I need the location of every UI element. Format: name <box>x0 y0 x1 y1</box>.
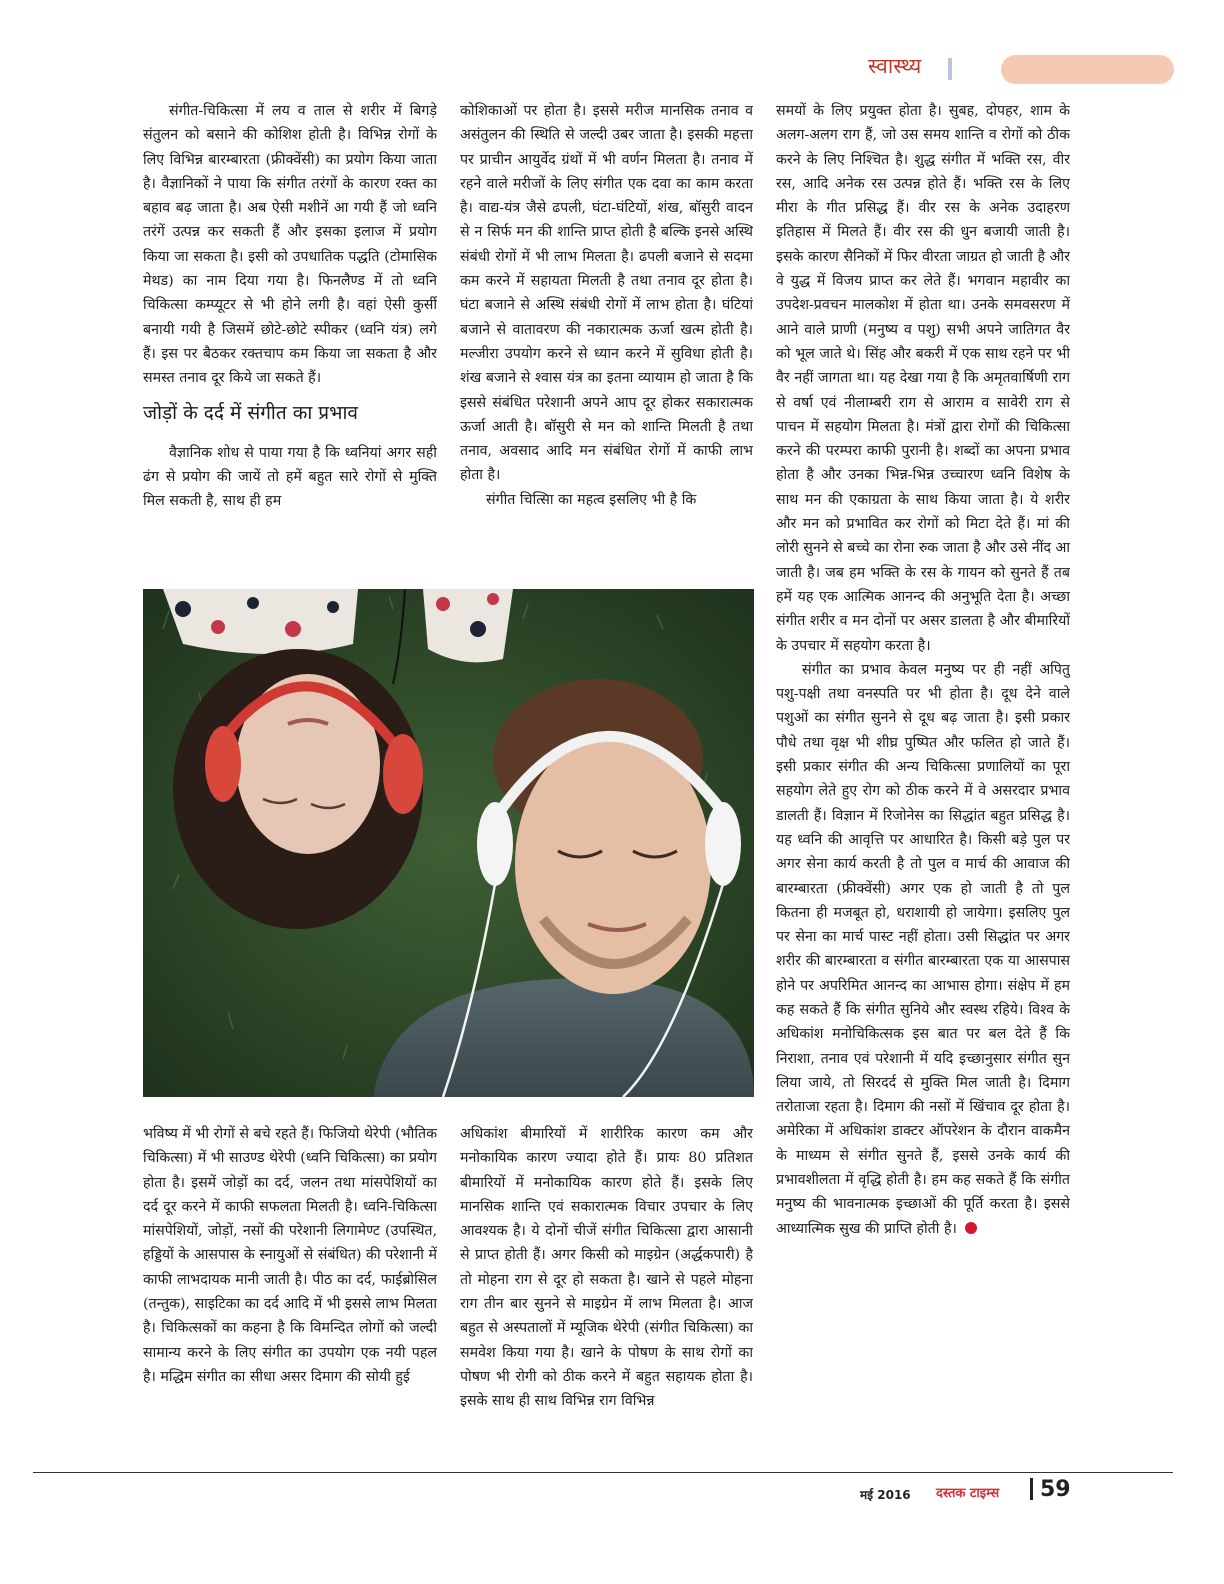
article-column-1 <box>143 99 437 581</box>
article-column-3 <box>776 99 1070 1459</box>
footer-divider <box>33 1472 1173 1473</box>
end-mark-icon <box>965 1222 977 1234</box>
paragraph: वैज्ञानिक शोध से पाया गया है कि ध्वनियां अगर सही ढंग से प्रयोग की जायें तो हमें बहुत सारे रोगों से मुक्ति मिल सकती है, साथ ही हम <box>143 444 437 510</box>
article-column-5 <box>460 1122 753 1462</box>
section-title: स्वास्थ्य <box>868 54 922 78</box>
article-column-4 <box>143 1122 437 1462</box>
dress-shape <box>163 589 358 654</box>
paragraph <box>776 658 1070 1241</box>
paragraph: समयों के लिए प्रयुक्त होता है। सुबह, दोपहर, शाम के अलग-अलग राग हैं, जो उस समय शान्ति व रोगों को ठीक करने के लिए निश्चित है। शुद्ध संगीत में भक्ति रस, वीर रस, आदि अनेक रस उत्पन्न होते हैं। भक्ति रस के लिए मीरा के गीत प्रसिद्ध हैं। वीर रस के अनेक उदाहरण इतिहास में मिलते हैं। वीर रस की धुन बजायी जाती है। इसके कारण सैनिकों में फिर वीरता जाग्रत हो जाती है और वे युद्ध में विजय प्राप्त कर लेते हैं। भगवान महावीर का उपदेश-प्रवचन मालकोश में होता था। उनके समवसरण में आने वाले प्राणी (मनुष्य व पशु) सभी अपने जातिगत वैर को भूल जाते थे। सिंह और बकरी में एक साथ रहने पर भी वैर नहीं जागता था। यह देखा गया है कि अमृतवार्षिणी राग से वर्षा एवं नीलाम्बरी राग से आराम व सावेरी राग से पाचन में सहयोग मिलता है। मंत्रों द्वारा रोगों की चिकित्सा करने की परम्परा काफी पुरानी है। शब्दों का अपना प्रभाव होता है और उनका भिन्न-भिन्न उच्चारण ध्वनि विशेष के साथ मन की एकाग्रता के साथ किया जाता है। ये शरीर और मन को प्रभावित कर रोगों को मिटा देते हैं। मां की लोरी सुनने से बच्चे का रोना रुक जाता है और उसे नींद आ जाती है। जब हम भक्ति के रस के गायन को सुनते हैं तब हमें यह एक आत्मिक आनन्द की अनुभूति देता है। अच्छा संगीत शरीर व मन दोनों पर असर डालता है और बीमारियों के उपचार में सहयोग करता है। <box>776 103 1070 654</box>
article-column-2 <box>460 99 753 581</box>
article-photo <box>143 589 754 1097</box>
section-divider <box>948 58 952 80</box>
page-number-separator <box>1030 1478 1033 1500</box>
paragraph: भविष्य में भी रोगों से बचे रहते हैं। फिजियो थेरेपी (भौतिक चिकित्सा) में भी साउण्ड थेरेपी (ध्वनि चिकित्सा) का प्रयोग होता है। इसमें जोड़ों का दर्द, जलन तथा मांसपेशियों का दर्द दूर करने में काफी सफलता मिलती है। ध्वनि-चिकित्सा मांसपेशियों, जोड़ों, नसों की परेशानी लिगामेण्ट (उपस्थित, हड्डियों के आसपास के स्नायुओं से संबंधित) की परेशानी में काफी लाभदायक मानी जाती है। पीठ का दर्द, फाईब्रोसिल (तन्तुक), साइटिका का दर्द आदि में भी इससे लाभ मिलता है। चिकित्सकों का कहना है कि विमन्दित लोगों को जल्दी सामान्य करने के लिए संगीत का उपयोग एक नयी पहल है। मद्धिम संगीत का सीधा असर दिमाग की सोयी हुई <box>143 1126 437 1385</box>
magazine-brand: दस्तक टाइम्स <box>936 1486 1000 1501</box>
paragraph-text: संगीत का प्रभाव केवल मनुष्य पर ही नहीं अपितु पशु-पक्षी तथा वनस्पति पर भी होता है। दूध देने वाले पशुओं का संगीत सुनने से दूध बढ़ जाता है। इसी प्रकार पौधे तथा वृक्ष भी शीघ्र पुष्पित और फलित हो जाते हैं। इसी प्रकार संगीत की अन्य चिकित्सा प्रणालियों का पूरा सहयोग लेते हुए रोग को ठीक करने में वे असरदार प्रभाव डालती हैं। विज्ञान में रिजोनेस का सिद्धांत बहुत प्रसिद्ध है। यह ध्वनि की आवृत्ति पर आधारित है। किसी बड़े पुल पर अगर सेना कार्य करती है तो पुल व मार्च की आवाज की बारम्बारता (फ्रीक्वेंसी) अगर एक हो जाती है तो पुल कितना ही मजबूत हो, धराशायी हो जायेगा। इसलिए पुल पर सेना का मार्च पास्ट नहीं होता। उसी सिद्धांत पर अगर शरीर की बारम्बारता व संगीत बारम्बारता एक या आसपास होने पर अपरिमित आनन्द का आभास होगा। संक्षेप में हम कह सकते हैं कि संगीत सुनिये और स्वस्थ रहिये। विश्व के अधिकांश मनोचिकित्सक इस बात पर बल देते हैं कि निराशा, तनाव एवं परेशानी में यदि इच्छानुसार संगीत सुन लिया जाये, तो सिरदर्द से मुक्ति मिल जाती है। दिमाग तरोताजा रहता है। दिमाग की नसों में खिंचाव दूर होता है। अमेरिका में अधिकांश डाक्टर ऑपरेशन के दौरान वाकमैन के माध्यम से संगीत सुनते हैं, इससे उनके कार्य की प्रभावशीलता में वृद्धि होती है। हम कह सकते हैं कि संगीत मनुष्य की भावनात्मक इच्छाओं की पूर्ति करता है। इससे आध्यात्मिक सुख की प्राप्ति होती है। <box>776 661 1070 1237</box>
page-number: 59 <box>1040 1477 1071 1502</box>
music-listeners-illustration <box>143 589 754 1097</box>
issue-date: मई 2016 <box>860 1488 911 1502</box>
paragraph: संगीत-चिकित्सा में लय व ताल से शरीर में बिगड़े संतुलन को बसाने की कोशिश होती है। विभिन्न रोगों के लिए विभिन्न बारम्बारता (फ्रीक्वेंसी) का प्रयोग किया जाता है। वैज्ञानिकों ने पाया कि संगीत तरंगों के कारण रक्त का बहाव बढ़ जाता है। अब ऐसी मशीनें आ गयी हैं जो ध्वनि तरंगें उत्पन्न कर सकती हैं और इसका इलाज में प्रयोग किया जा सकता है। इसी को उपधातिक पद्धति (टोमासिक मेथड) का नाम दिया गया है। फिनलैण्ड में तो ध्वनि चिकित्सा कम्प्यूटर से भी होने लगी है। वहां ऐसी कुर्सी बनायी गयी है जिसमें छोटे-छोटे स्पीकर (ध्वनि यंत्र) लगे हैं। इस पर बैठकर रक्तचाप कम किया जा सकता है और समस्त तनाव दूर किये जा सकते हैं। <box>143 103 437 387</box>
paragraph: अधिकांश बीमारियों में शारीरिक कारण कम और मनोकायिक कारण ज्यादा होते हैं। प्रायः 80 प्रतिशत बीमारियों में मनोकायिक कारण होते हैं। इसके लिए मानसिक शान्ति एवं सकारात्मक विचार उपचार के लिए आवश्यक है। ये दोनों चीजें संगीत चिकित्सा द्वारा आसानी से प्राप्त होती हैं। अगर किसी को माइग्रेन (अर्द्धकपारी) है तो मोहना राग से दूर हो सकता है। खाने से पहले मोहना राग तीन बार सुनने से माइग्रेन में लाभ मिलता है। आज बहुत से अस्पतालों में म्यूजिक थेरेपी (संगीत चिकित्सा) का समवेश किया गया है। खाने के पोषण के साथ रोगों का पोषण भी रोगी को ठीक करने में बहुत सहायक होता है। इसके साथ ही साथ विभिन्न राग विभिन्न <box>460 1126 753 1410</box>
paragraph: कोशिकाओं पर होता है। इससे मरीज मानसिक तनाव व असंतुलन की स्थिति से जल्दी उबर जाता है। इसकी महत्ता पर प्राचीन आयुर्वेद ग्रंथों में भी वर्णन मिलता है। तनाव में रहने वाले मरीजों के लिए संगीत एक दवा का काम करता है। वाद्य-यंत्र जैसे ढपली, घंटा-घंटियों, शंख, बॉसुरी वादन से न सिर्फ मन की शान्ति प्राप्त होती है बल्कि इनसे अस्थि संबंधी रोगों में भी लाभ मिलता है। ढपली बजाने से सदमा कम करने में सहायता मिलती है तथा तनाव दूर होता है। घंटा बजाने से अस्थि संबंधी रोगों में लाभ होता है। घंटियां बजाने से वातावरण की नकारात्मक ऊर्जा खत्म होती है। मल्जीरा उपयोग करने से ध्यान करने में सुविधा होती है। शंख बजाने से श्वास यंत्र का इतना व्यायाम हो जाता है कि इससे संबंधित परेशानी अपने आप दूर होकर सकारात्मक ऊर्जा आती है। बॉसुरी से मन को शान्ति मिलती है तथा तनाव, अवसाद आदि मन संबंधित रोगों में काफी लाभ होता है। <box>460 103 753 484</box>
header-decoration-pill <box>1001 55 1174 84</box>
subheading: जोड़ों के दर्द में संगीत का प्रभाव <box>143 401 358 424</box>
paragraph: संगीत चित्सिा का महत्व इसलिए भी है कि <box>486 491 697 508</box>
